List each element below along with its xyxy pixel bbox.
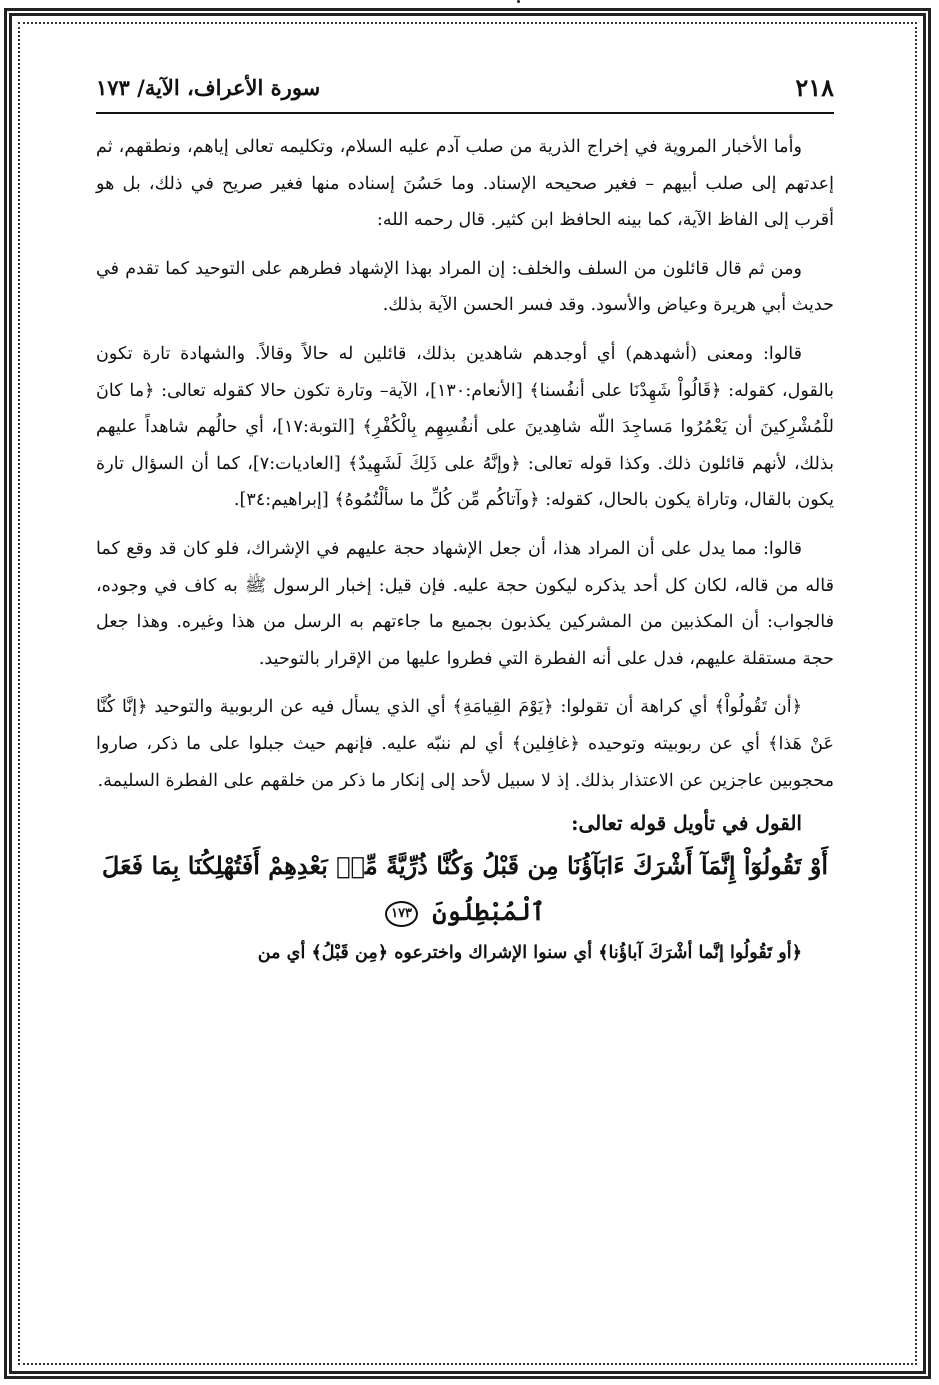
page-content xyxy=(96,72,834,972)
paragraph-6: ﴿أو تَقُولُوا إنَّما أشْرَكَ آباؤُنا﴾ أي سنوا الإشراك واخترعوه ﴿مِن قَبْلُ﴾ أي من xyxy=(257,942,802,964)
verse-line-1: أَوْ تَقُولُوٓاْ إِنَّمَآ أَشْرَكَ ءَابَآؤُنَا مِن قَبْلُ وَكُنَّا ذُرِّيَّةً مِّنۢ بَعْدِهِمْ أَفَتُهْلِكُنَا بِمَا فَعَلَ xyxy=(101,851,829,881)
paragraph-2: ومن ثم قال قائلون من السلف والخلف: إن المراد بهذا الإشهاد فطرهم على التوحيد كما تقدم في حديث أبي هريرة وعياض والأسود. وقد فسر الحسن الآية بذلك. xyxy=(96,258,834,316)
page-header xyxy=(96,72,834,114)
paragraph-3: قالوا: ومعنى (أشهدهم) أي أوجدهم شاهدين بذلك، قائلين له حالاً وقالاً. والشهادة تارة تكون بالقول، كقوله: ﴿قَالُواْ شَهِدْنَا على أنفُسنا﴾ [الأنعام:١٣٠]، الآية– وتارة تكون حالا كقوله تعالى: ﴿ما كانَ للْمُشْرِكينَ أن يَعْمُرُوا مَساجِدَ اللّه شاهِدينَ على أنفُسِهِم بِالْكُفْرِ﴾ [التوبة:١٧]، أي حالُهم شاهداً عليهم بذلك، لأنهم قائلون ذلك. وكذا قوله تعالى: ﴿وإنَّهُ على ذَلِكَ لَشَهِيدٌ﴾ [العاديات:٧]، كما أن السؤال تارة يكون بالقال، وتاراة يكون بالحال، كقوله: ﴿وآتاكُم مِّن كُلِّ ما سألْتُمُوهُ﴾ [إبراهيم:٣٤]. xyxy=(96,343,834,511)
verse-line-2-text: ٱلْمُبْطِلُونَ xyxy=(432,897,545,927)
page-number: ٢١٨ xyxy=(795,73,834,102)
paragraph-5: ﴿أن تَقُولُواْ﴾ أي كراهة أن تقولوا: ﴿يَوْمَ القِيامَةِ﴾ أي الذي يسأل فيه عن الربوبية والتوحيد ﴿إنَّا كُنَّا عَنْ هَذا﴾ أي عن ربوبيته وتوحيده ﴿غافِلين﴾ أي لم ننبّه عليه. فإنهم حيث جبلوا على ما ذكر، صاروا محجوبين عاجزين عن الاعتذار بذلك. إذ لا سبيل لأحد إلى إنكار ما ذكر من خلقهم على الفطرة السليمة. xyxy=(96,697,834,791)
ayah-number-marker: ١٧٣ xyxy=(385,901,418,927)
section-heading: القول في تأويل قوله تعالى: xyxy=(571,811,802,836)
paragraph-4: قالوا: مما يدل على أن المراد هذا، أن جعل الإشهاد حجة عليهم في الإشراك، فلو كان قد وقع كما قاله من قاله، لكان كل أحد يذكره ليكون حجة عليه. فإن قيل: إخبار الرسول ﷺ به كاف في وجوده، فالجواب: أن المكذبين من المشركين يكذبون بجميع ما جاءتهم به الرسل من هذا وغيره. وهذا جعل حجة مستقلة عليهم، فدل على أنه الفطرة التي فطروا عليها من الإقرار بالتوحيد. xyxy=(96,538,834,669)
quran-verse xyxy=(96,843,834,935)
paragraph-1: وأما الأخبار المروية في إخراج الذرية من صلب آدم عليه السلام، وتكليمه تعالى إياهم، ونطقهم، ثم إعدتهم إلى صلب أبيهم – فغير صحيحه الإسناد. وما حَسُنَ إسناده منها فغير صريح في ذلك، بل هو أقرب إلى الفاظ الآية، كما بينه الحافظ ابن كثير. قال رحمه الله: xyxy=(96,137,834,231)
top-mark xyxy=(517,0,520,3)
running-title: سورة الأعراف، الآية/ ١٧٣ xyxy=(96,75,321,100)
verse-line-2 xyxy=(96,889,834,935)
